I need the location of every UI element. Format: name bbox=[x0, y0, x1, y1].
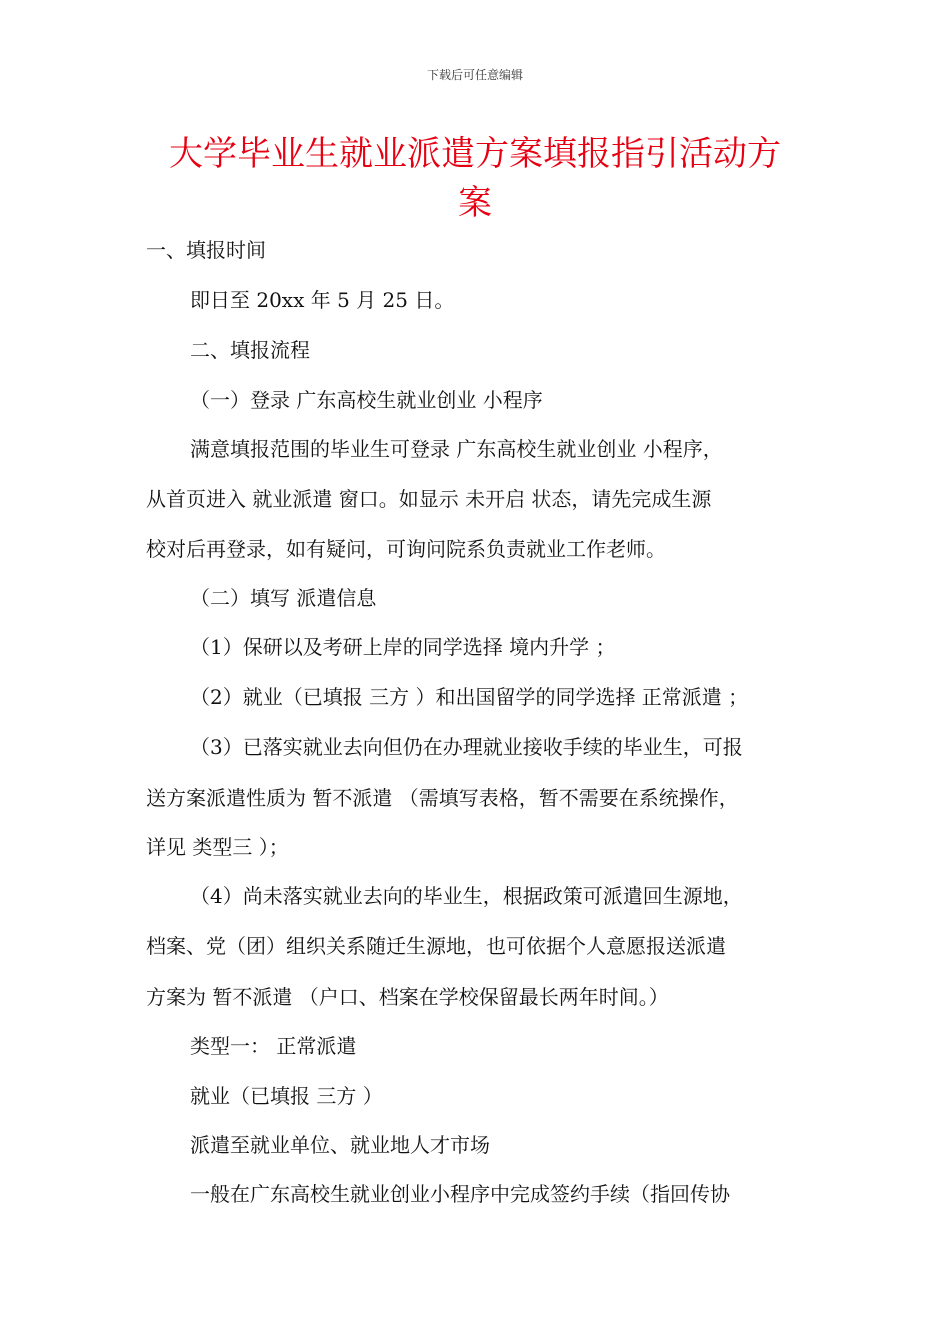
paragraph-line: 校对后再登录，如有疑问，可询问院系负责就业工作老师。 bbox=[146, 537, 666, 561]
paragraph-line: 档案、党（团）组织关系随迁生源地，也可依据个人意愿报送派遣 bbox=[146, 934, 726, 958]
paragraph-line: 详见 类型三 ）； bbox=[146, 835, 289, 859]
section-heading-fill-time: 一、填报时间 bbox=[146, 238, 266, 262]
document-title-line-1: 大学毕业生就业派遣方案填报指引活动方 bbox=[169, 134, 781, 174]
section-heading-fill-process: 二、填报流程 bbox=[190, 338, 310, 362]
header-note: 下载后可任意编辑 bbox=[426, 68, 523, 82]
subsection-heading-fill-info: （二）填写 派遣信息 bbox=[190, 586, 377, 610]
type-heading: 类型一： 正常派遣 bbox=[190, 1034, 357, 1058]
paragraph-line: 方案为 暂不派遣 （户口、档案在学校保留最长两年时间。） bbox=[146, 985, 669, 1009]
paragraph-line: 从首页进入 就业派遣 窗口。如显示 未开启 状态，请先完成生源 bbox=[146, 487, 712, 511]
paragraph-line: 就业（已填报 三方 ） bbox=[190, 1084, 383, 1108]
list-item: （3）已落实就业去向但仍在办理就业接收手续的毕业生，可报 bbox=[190, 735, 743, 759]
paragraph-line: 一般在广东高校生就业创业小程序中完成签约手续（指回传协 bbox=[190, 1182, 730, 1206]
subsection-heading-login: （一）登录 广东高校生就业创业 小程序 bbox=[190, 388, 543, 412]
paragraph-line: 派遣至就业单位、就业地人才市场 bbox=[190, 1133, 490, 1157]
list-item: （2）就业（已填报 三方 ）和出国留学的同学选择 正常派遣 ； bbox=[190, 685, 749, 709]
paragraph-line: 即日至 20xx 年 5 月 25 日。 bbox=[190, 288, 455, 312]
paragraph-line: 送方案派遣性质为 暂不派遣 （需填写表格，暂不需要在系统操作， bbox=[146, 786, 739, 810]
document-title-line-2: 案 bbox=[458, 183, 492, 223]
list-item: （4）尚未落实就业去向的毕业生，根据政策可派遣回生源地， bbox=[190, 884, 743, 908]
list-item: （1）保研以及考研上岸的同学选择 境内升学 ； bbox=[190, 635, 616, 659]
paragraph-line: 满意填报范围的毕业生可登录 广东高校生就业创业 小程序， bbox=[190, 437, 723, 461]
